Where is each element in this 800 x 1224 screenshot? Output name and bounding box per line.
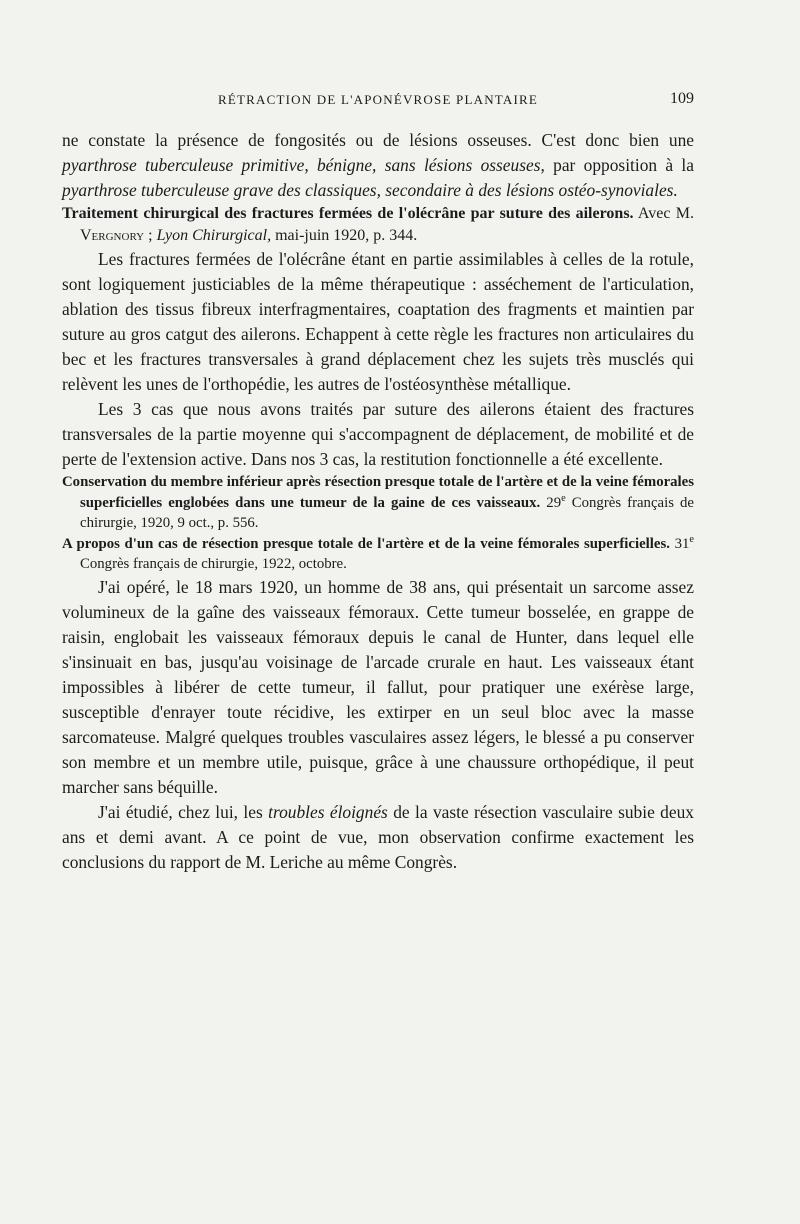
citation1-journal: Lyon Chirurgical, xyxy=(156,227,272,244)
paragraph-operation: J'ai opéré, le 18 mars 1920, un homme de 38 ans, qui présentait un sarcome assez volumineux de la gaîne des vaisseaux fémoraux. Cette tumeur bosselée, en grappe de raisin, englobait les vaisseaux fémoraux depuis le canal de Hunter, dans lequel elle s'insinuait en bas, jusqu'au voisinage de l'arcade crurale en haut. Les vaisseaux étant impossibles à libérer de cette tumeur, il fallut, pour pratiquer une exérèse large, susceptible d'enrayer toute récidive, les extirper en un seul bloc avec la masse sarcomateuse. Malgré quelques troubles vasculaires assez légers, le blessé a pu conserver son membre et un membre utile, puisque, grâce à une chaussure orthopédique, il peut marcher sans béquille. xyxy=(62,576,694,797)
paragraph-troubles xyxy=(62,800,694,875)
paragraph-trois-cas: Les 3 cas que nous avons traités par suture des ailerons étaient des fractures transversales de la partie moyenne qui s'accompagnent de déplacement, de mobilité et de perte de l'extension active. Dans nos 3 cas, la restitution fonctionnelle a été excellente. xyxy=(62,399,694,469)
citation-conservation-membre xyxy=(62,472,694,534)
citation1-author: Vergnory xyxy=(80,227,145,244)
citation1-avec: Avec M. xyxy=(633,205,694,222)
citation-resection xyxy=(62,534,694,575)
citation3-num: 31 xyxy=(669,535,690,552)
paragraph-pyarthrose xyxy=(62,128,694,203)
citation1-sep: ; xyxy=(144,227,157,244)
para1-italic-2: pyarthrose tuberculeuse grave des classiques, secondaire à des lésions ostéo-synoviales. xyxy=(62,180,678,200)
running-header xyxy=(62,92,694,112)
para1-text-2: par opposition à la xyxy=(544,155,694,175)
citation1-title: Traitement chirurgical des fractures fermées de l'olécrâne par suture des ailerons. xyxy=(62,205,634,222)
para5-text-1: J'ai étudié, chez lui, les xyxy=(98,801,269,822)
page-number: 109 xyxy=(670,90,694,107)
citation2-details: Congrès français de chirurgie, 1920, 9 oct., p. 556. xyxy=(80,494,694,531)
paragraph-fractures: Les fractures fermées de l'olécrâne étant en partie assimilables à celles de la rotule, sont logiquement justiciables de la même thérapeutique : asséchement de l'articulation, ablation des tissus fibreux interfragmentaires, coaptation des fragments et maintien par suture au gros catgut des ailerons. Echappent à cette règle les fractures non articulaires du bec et les fractures transversales à grand déplacement chez les sujets très musclés qui relèvent les unes de l'orthopédie, les autres de l'ostéosynthèse métallique. xyxy=(62,249,694,394)
citation-olecrane xyxy=(62,203,694,247)
citation2-sup: e xyxy=(561,492,566,504)
citation2-title: Conservation du membre inférieur après résection presque totale de l'artère et de la veine fémorales superficielles englobées dans une tumeur de la gaine de ces vaisseaux. xyxy=(62,474,694,511)
para5-italic: troubles éloignés xyxy=(268,801,388,822)
citation3-sup: e xyxy=(689,533,694,545)
page-content xyxy=(62,128,694,875)
citation2-num: 29 xyxy=(540,494,562,511)
citation3-title: A propos d'un cas de résection presque totale de l'artère et de la veine fémorales superficielles. xyxy=(62,535,670,552)
para1-text-1: ne constate la présence de fongosités ou de lésions osseuses. C'est donc bien une xyxy=(62,130,694,150)
para1-italic-1: pyarthrose tuberculeuse primitive, bénigne, sans lésions osseuses, xyxy=(62,155,545,175)
running-title: RÉTRACTION DE L'APONÉVROSE PLANTAIRE xyxy=(217,92,539,107)
para5-text-2: de la vaste résection vasculaire subie deux ans et demi avant. A ce point de vue, mon observation confirme exactement les conclusions du rapport de M. Leriche au même Congrès. xyxy=(62,801,694,872)
citation1-details: mai-juin 1920, p. 344. xyxy=(271,227,418,244)
citation3-details: Congrès français de chirurgie, 1922, octobre. xyxy=(80,556,347,572)
